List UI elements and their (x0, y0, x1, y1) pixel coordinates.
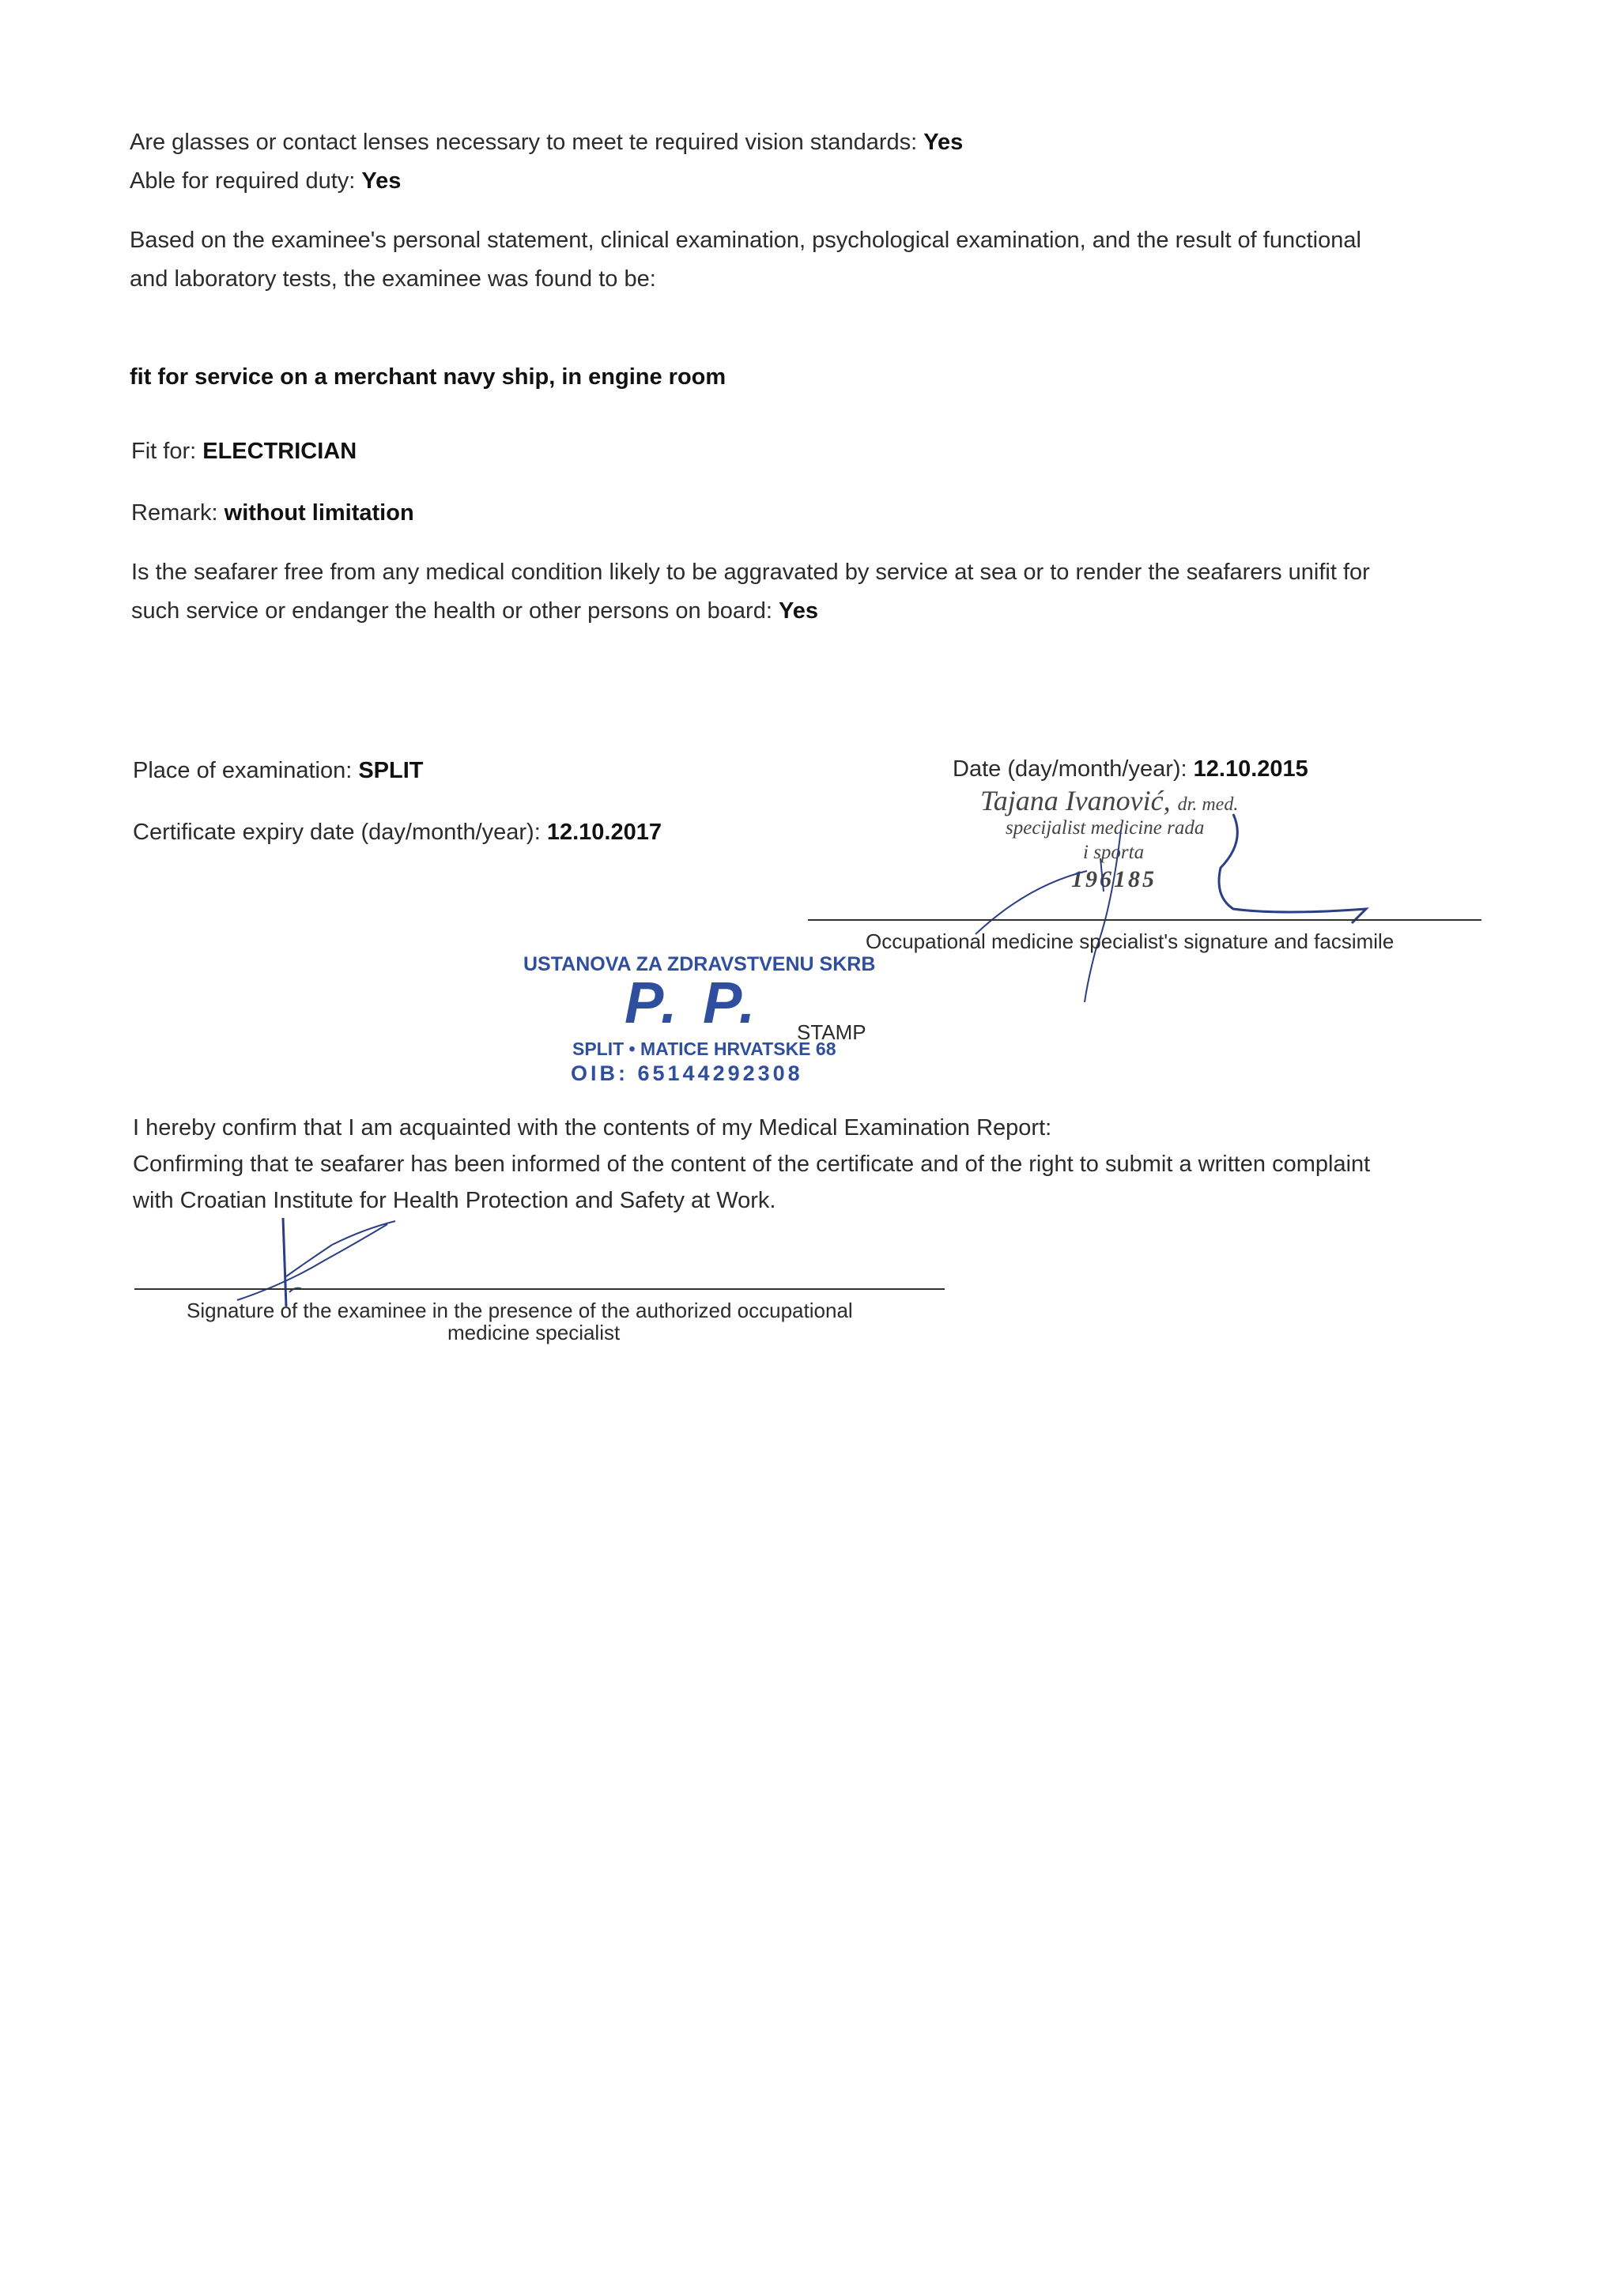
stamp-label: STAMP (797, 1020, 866, 1044)
facsimile-specialty: specijalist medicine rada (1006, 817, 1205, 839)
facsimile-title: dr. med. (1177, 794, 1239, 815)
duty-label: Able for required duty: (130, 168, 356, 194)
glasses-value: Yes (923, 130, 964, 155)
facsimile-specialty-2: i sporta (1083, 842, 1145, 863)
finding-line-1: Based on the examinee's personal statement, clinical examination, psychological examination, and the result of functional (130, 228, 1361, 253)
stamp-oib: OIB: 65144292308 (571, 1061, 803, 1085)
stamp-address: SPLIT • MATICE HRVATSKE 68 (572, 1039, 836, 1059)
remark-label: Remark: (131, 500, 218, 526)
examinee-signature-line (134, 1288, 945, 1290)
confirm-line-1: I hereby confirm that I am acquainted with the contents of my Medical Examination Report: (133, 1115, 1052, 1140)
glasses-question (130, 124, 963, 160)
fit-for-label: Fit for: (131, 439, 197, 464)
fit-for-value: ELECTRICIAN (202, 439, 357, 464)
place-value: SPLIT (358, 758, 424, 783)
fit-for (131, 433, 357, 469)
stamp-institution: USTANOVA ZA ZDRAVSTVENU SKRB (523, 953, 876, 975)
remark-value: without limitation (224, 500, 414, 526)
stamp-monogram: P. P. (625, 970, 760, 1035)
specialist-signature (964, 798, 1391, 1012)
glasses-label: Are glasses or contact lenses necessary to meet te required vision standards: (130, 130, 918, 155)
seafarer-line-2 (131, 593, 818, 629)
expiry-value: 12.10.2017 (546, 820, 662, 845)
place-label: Place of examination: (133, 758, 353, 783)
specialist-caption: Occupational medicine specialist's signature and facsimile (866, 929, 1394, 953)
finding-result: fit for service on a merchant navy ship, in engine room (130, 364, 726, 390)
finding-line-2: and laboratory tests, the examinee was found to be: (130, 266, 656, 292)
expiry-label: Certificate expiry date (day/month/year): (133, 820, 541, 845)
facsimile-number: 196185 (1071, 866, 1157, 892)
seafarer-value: Yes (778, 598, 818, 624)
seafarer-line-1: Is the seafarer free from any medical condition likely to be aggravated by service at sea or to render the seafarers unifit for (131, 560, 1370, 585)
facsimile-name: Tajana Ivanović, (980, 785, 1171, 816)
expiry-date (133, 814, 662, 850)
place-of-examination (133, 752, 424, 789)
exam-date (953, 751, 1308, 787)
seafarer-line-2-text: such service or endanger the health or other persons on board: (131, 598, 772, 624)
remark (131, 495, 414, 531)
examinee-caption-2: medicine specialist (447, 1321, 621, 1344)
duty-question (130, 163, 401, 199)
specialist-signature-line (808, 919, 1481, 921)
exam-date-label: Date (day/month/year): (953, 756, 1187, 782)
confirm-line-3: with Croatian Institute for Health Protection and Safety at Work. (133, 1188, 776, 1213)
examinee-caption-1: Signature of the examinee in the presence of the authorized occupational (187, 1299, 853, 1322)
confirm-line-2: Confirming that te seafarer has been informed of the content of the certificate and of the right to submit a written complaint (133, 1152, 1371, 1177)
exam-date-value: 12.10.2015 (1193, 756, 1308, 782)
duty-value: Yes (361, 168, 402, 194)
